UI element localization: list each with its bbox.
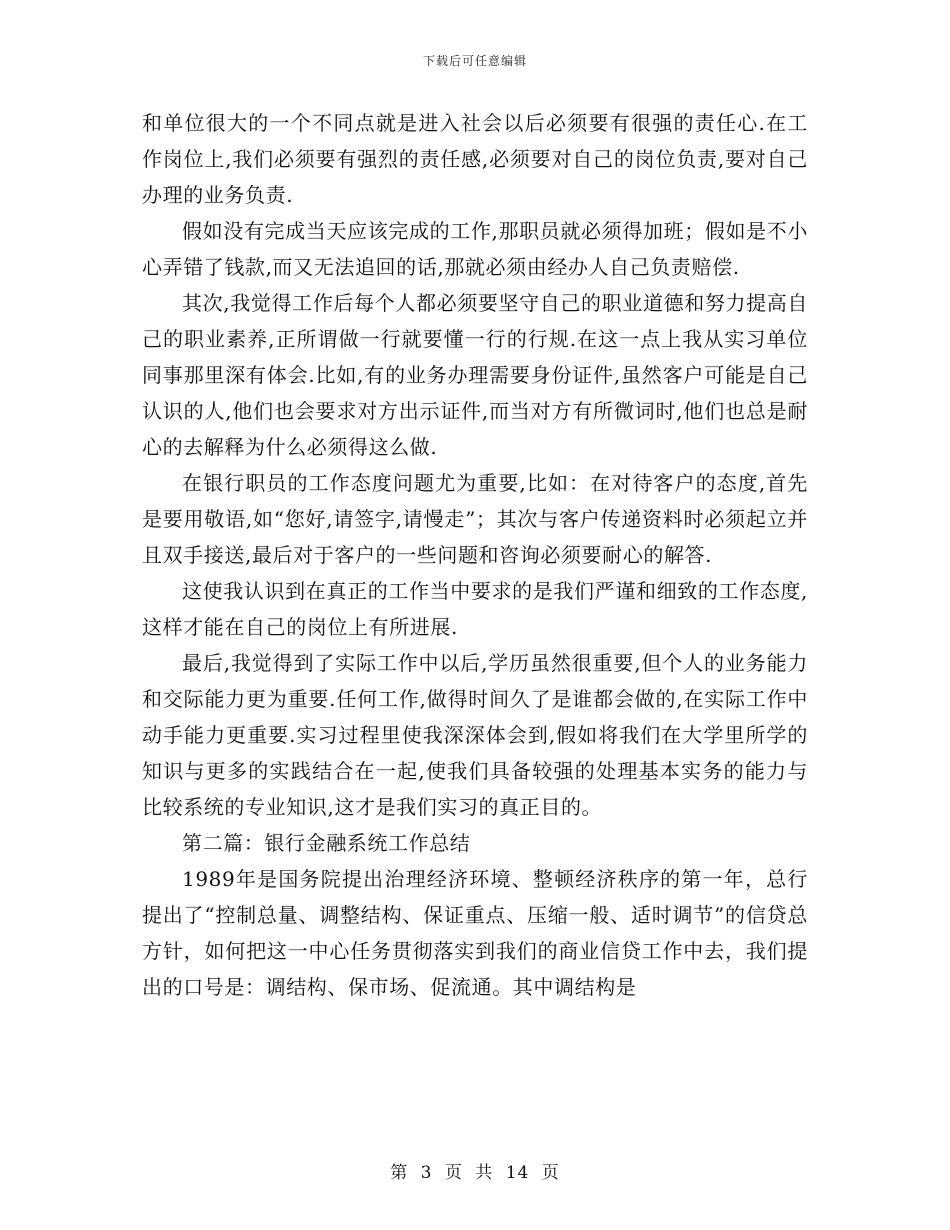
paragraph: 和单位很大的一个不同点就是进入社会以后必须要有很强的责任心.在工作岗位上,我们必须要有强烈的责任感,必须要对自己的岗位负责,要对自己办理的业务负责.: [142, 111, 808, 207]
paragraph: 在银行职员的工作态度问题尤为重要,比如：在对待客户的态度,首先是要用敬语,如“您好,请签字,请慢走”；其次与客户传递资料时必须起立并且双手接送,最后对于客户的一些问题和咨询必须要耐心的解答.: [142, 471, 808, 567]
paragraph: 1989年是国务院提出治理经济环境、整顿经济秩序的第一年，总行提出了“控制总量、调整结构、保证重点、压缩一般、适时调节”的信贷总方针，如何把这一中心任务贯彻落实到我们的商业信贷工作中去，我们提出的口号是：调结构、保市场、促流通。其中调结构是: [142, 867, 808, 999]
paragraph: 最后,我觉得到了实际工作中以后,学历虽然很重要,但个人的业务能力和交际能力更为重要.任何工作,做得时间久了是谁都会做的,在实际工作中动手能力更重要.实习过程里使我深深体会到,假如将我们在大学里所学的知识与更多的实践结合在一起,使我们具备较强的处理基本实务的能力与比较系统的专业知识,这才是我们实习的真正目的。: [142, 651, 808, 819]
page-number-footer: 第 3 页 共 14 页: [390, 1163, 560, 1183]
document-body: [142, 105, 808, 1005]
paragraph: 其次,我觉得工作后每个人都必须要坚守自己的职业道德和努力提高自己的职业素养,正所谓做一行就要懂一行的行规.在这一点上我从实习单位同事那里深有体会.比如,有的业务办理需要身份证件,虽然客户可能是自己认识的人,他们也会要求对方出示证件,而当对方有所微词时,他们也总是耐心的去解释为什么必须得这么做.: [142, 291, 808, 459]
section-heading: 第二篇：银行金融系统工作总结: [182, 831, 471, 855]
paragraph: 假如没有完成当天应该完成的工作,那职员就必须得加班；假如是不小心弄错了钱款,而又无法追回的话,那就必须由经办人自己负责赔偿.: [142, 219, 808, 279]
page-header: 下载后可任意编辑: [422, 54, 527, 68]
paragraph: 这使我认识到在真正的工作当中要求的是我们严谨和细致的工作态度,这样才能在自己的岗位上有所进展.: [142, 579, 808, 639]
